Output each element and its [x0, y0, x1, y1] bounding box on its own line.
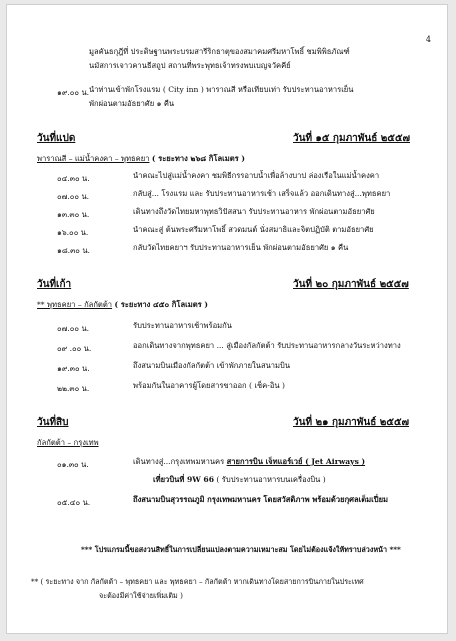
time-label: ๐๙ .๐๐ น. [57, 344, 92, 353]
airline-text: สายการบิน เจ็ทแอร์เวย์ ( Jet Airways ) [226, 457, 366, 466]
itinerary-text: กลับสู่... โรงแรม และ รับประทานอาหารเช้า เสร็จแล้ว ออกเดินทางสู่...พุทธคยา [133, 189, 391, 198]
itinerary-text: เดินทางสู่...กรุงเทพมหานคร [133, 457, 225, 466]
flight-note: ( รับประทานอาหารบนเครื่องบิน ) [216, 475, 326, 484]
day-heading-right: วันที่ ๒๐ กุมภาพันธ์ ๒๕๕๗ [293, 279, 409, 290]
route-line [37, 299, 208, 311]
itinerary-text: รับประทานอาหารเช้าพร้อมกัน [133, 321, 232, 330]
route-text: กัลกัตต้า – กรุงเทพ [37, 438, 99, 447]
text-line: พักผ่อนตามอัธยาศัย ๑ คืน [89, 99, 175, 108]
route-line [37, 153, 245, 165]
time-label: ๑๓.๓๐ น. [57, 210, 90, 219]
time-label: ๐๗.๐๐ น. [57, 324, 90, 333]
day-heading-left: วันที่สิบ [37, 417, 69, 428]
itinerary-text: พร้อมกันในอาคารผู้โดยสารขาออก ( เช็ค-อิน ) [133, 381, 285, 390]
route-text: ** พุทธคยา – กัลกัตต้า [37, 300, 113, 309]
itinerary-text: เดินทางถึงวัดไทยมหาพุทธวิปัสสนา รับประทานอาหาร พักผ่อนตามอัธยาศัย [133, 207, 375, 216]
footnote: ** ( ระยะทาง จาก กัลกัตต้า – พุทธคยา และ พุทธคยา – กัลกัตต้า หากเดินทางโดยสายการบินภายในประเทศ [31, 577, 364, 586]
time-label: ๐๕.๔๐ น. [57, 498, 91, 507]
day-heading-left: วันที่เก้า [37, 279, 72, 290]
time-label: ๐๔.๓๐ น. [57, 174, 90, 183]
day-heading-right: วันที่ ๒๑ กุมภาพันธ์ ๒๕๕๗ [293, 417, 410, 428]
itinerary-text: ออกเดินทางจากพุทธคยา ... สู่เมืองกัลกัตต้า รับประทานอาหารกลางวันระหว่างทาง [133, 341, 401, 350]
itinerary-text: นำคณะไปสู่แม่น้ำคงคา ชมพิธีกรรอาบน้ำเพื่อล้างบาป ล่องเรือในแม่น้ำคงคา [133, 171, 380, 180]
distance-text: ( ระยะทาง ๒๖๘ กิโลเมตร ) [151, 154, 245, 163]
time-label: ๑๙.๐๐ น. [57, 88, 90, 97]
itinerary-text: ถึงสนามบินเมืองกัลกัตต้า เข้าพักภายในสนามบิน [133, 361, 291, 370]
itinerary-line [133, 457, 365, 467]
time-label: ๒๒.๓๐ น. [57, 384, 90, 393]
reserve-note: *** โปรแกรมนี้ขอสงวนสิทธิ์ในการเปลี่ยนแปลงตามความเหมาะสม โดยไม่ต้องแจ้งให้ทราบล่วงหน้า *** [81, 545, 401, 554]
text-line: นมัสการเจาวคานธีสถูป สถานที่พระพุทธเจ้าทรงพบเบญจวัคคีย์ [89, 61, 291, 70]
text-line: มูลคันธกุฎีที่ ประดิษฐานพระบรมสารีริกธาตุของสมาคมศรีมหาโพธิ์ ชมพิพิธภัณฑ์ [89, 47, 350, 56]
time-label: ๑๘.๓๐ น. [57, 246, 90, 255]
distance-text: ( ระยะทาง ๔๕๐ กิโลเมตร ) [114, 300, 208, 309]
day-heading-left: วันที่แปด [37, 133, 76, 144]
text-line: นำท่านเข้าพักโรงแรม ( City inn ) พาราณสี หรือเทียบเท่า รับประทานอาหารเย็น [89, 85, 354, 94]
route-text: พาราณสี – แม่น้ำคงคา – พุทธคยา [37, 154, 150, 163]
itinerary-text: นำคณะสู่ ต้นพระศรีมหาโพธิ์ สวดมนต์ นั่งสมาธิและจิตปฏิบัติ ตามอัธยาศัย [133, 225, 374, 234]
itinerary-text: กลับวัดไทยคยาฯ รับประทานอาหารเย็น พักผ่อนตามอัธยาศัย ๑ คืน [133, 243, 349, 252]
time-label: ๑๙.๓๐ น. [57, 364, 90, 373]
day-heading-right: วันที่ ๑๕ กุมภาพันธ์ ๒๕๕๗ [293, 133, 411, 144]
time-label: ๑๖.๐๐ น. [57, 228, 89, 237]
time-label: ๐๗.๐๐ น. [57, 192, 90, 201]
page-number: 4 [425, 35, 431, 44]
flight-number: เที่ยวบินที่ 9W 66 [153, 475, 214, 484]
footnote: จะต้องมีค่าใช้จ่ายเพิ่มเติม ) [99, 591, 183, 600]
time-label: ๐๑.๓๐ น. [57, 460, 89, 469]
itinerary-text: ถึงสนามบินสุวรรณภูมิ กรุงเทพมหานคร โดยสวัสดิภาพ พร้อมด้วยกุศลเต็มเปี่ยม [133, 495, 389, 504]
document-page [6, 4, 448, 634]
flight-line [153, 475, 326, 485]
